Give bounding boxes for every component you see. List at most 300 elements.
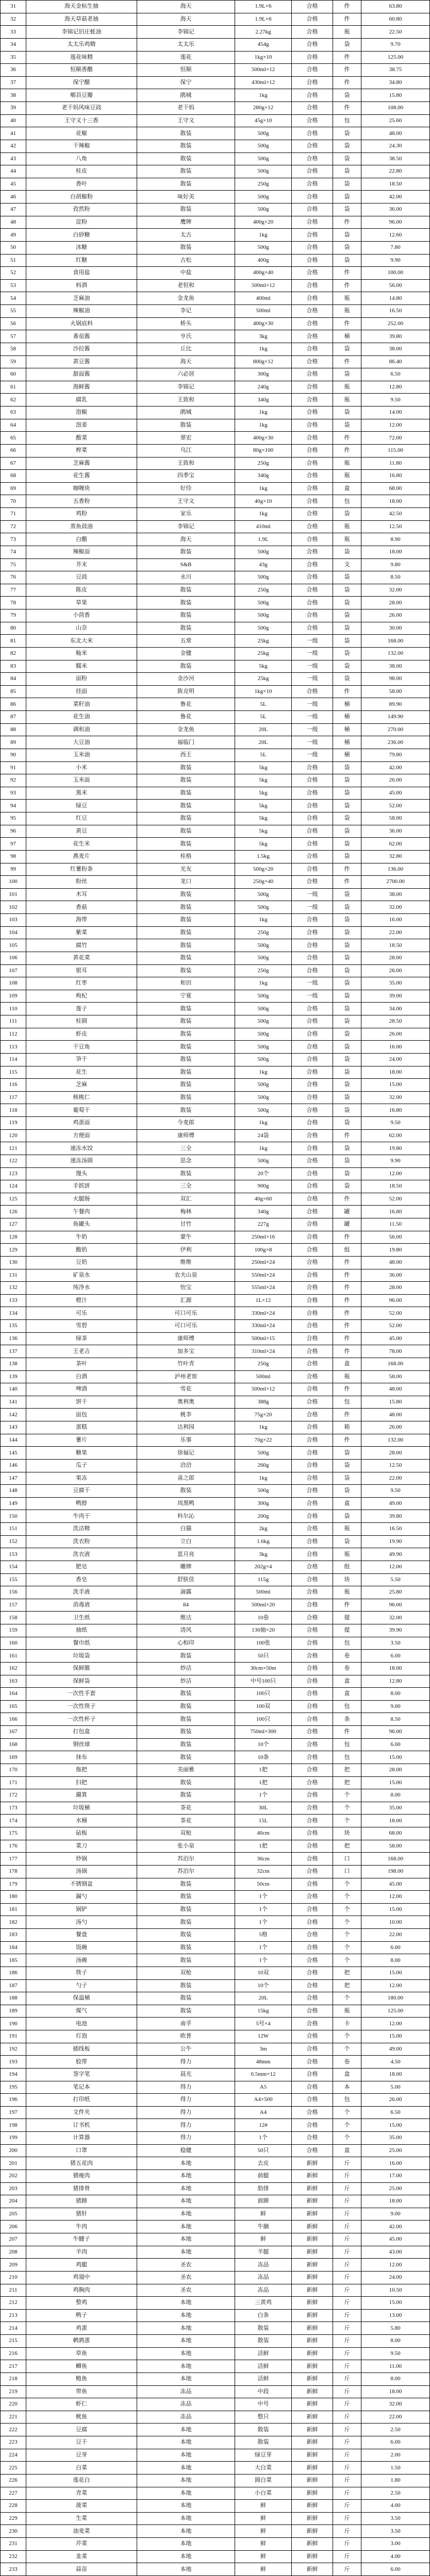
table-row (0, 851, 430, 863)
grade-cell: 合格 (292, 1472, 333, 1485)
spec-cell: 1.9L×6 (235, 13, 292, 26)
grade-cell: 合格 (292, 939, 333, 952)
spec-cell: 1kg (235, 914, 292, 926)
grade-cell: 合格 (292, 2005, 333, 2018)
item-name-cell: 料酒 (26, 280, 137, 292)
spec-cell: 肋排 (235, 2183, 292, 2195)
grade-cell: 合格 (292, 1878, 333, 1891)
spec-cell: 3m (235, 2043, 292, 2056)
grade-cell: 合格 (292, 1015, 333, 1028)
grade-cell: 新鲜 (292, 2551, 333, 2563)
brand-cell: 西王 (137, 749, 235, 761)
grade-cell: 合格 (292, 1840, 333, 1853)
unit-cell: 斤 (333, 2398, 361, 2411)
row-number-cell: 136 (1, 1333, 26, 1345)
brand-cell: 散装 (137, 1092, 235, 1104)
item-name-cell: 调和油 (26, 724, 137, 736)
grade-cell: 合格 (292, 115, 333, 127)
row-number-cell: 33 (1, 26, 26, 38)
unit-cell: 提 (333, 1624, 361, 1637)
price-cell: 2.50 (361, 2424, 430, 2436)
item-name-cell: 八角 (26, 153, 137, 165)
item-name-cell: 鸡腿 (26, 2259, 137, 2271)
price-cell: 22.00 (361, 2411, 430, 2424)
spec-cell: 500g (235, 1447, 292, 1459)
table-row (0, 356, 430, 369)
unit-cell: 袋 (333, 762, 361, 774)
brand-cell: 散装 (137, 1739, 235, 1751)
item-name-cell: 矿泉水 (26, 1269, 137, 1282)
price-cell: 3.50 (361, 2525, 430, 2537)
row-number-cell: 217 (1, 2360, 26, 2372)
brand-cell: 本地 (137, 2551, 235, 2563)
item-name-cell: 洗衣液 (26, 1548, 137, 1561)
price-cell: 32.00 (361, 2398, 430, 2411)
unit-cell: 斤 (333, 2157, 361, 2170)
row-number-cell: 77 (1, 584, 26, 597)
row-number-cell: 182 (1, 1916, 26, 1928)
unit-cell: 把 (333, 1967, 361, 1979)
brand-cell: 散装 (137, 1028, 235, 1041)
grade-cell: 合格 (292, 1168, 333, 1180)
unit-cell: 袋 (333, 343, 361, 355)
table-row (0, 1231, 430, 1244)
table-row (0, 1650, 430, 1663)
grade-cell: 合格 (292, 1891, 333, 1903)
grade-cell: 新鲜 (292, 2436, 333, 2449)
brand-cell: 光友 (137, 863, 235, 876)
spec-cell: 5kg (235, 762, 292, 774)
grade-cell: 合格 (292, 1180, 333, 1193)
unit-cell: 袋 (333, 89, 361, 101)
item-name-cell: 泡椒 (26, 406, 137, 419)
table-row (0, 990, 430, 1003)
unit-cell: 瓶 (333, 1548, 361, 1561)
price-cell: 58.00 (361, 1840, 430, 1853)
price-cell: 22.80 (361, 165, 430, 178)
price-cell: 1.80 (361, 2475, 430, 2487)
price-cell: 12.80 (361, 1675, 430, 1688)
row-number-cell: 65 (1, 432, 26, 444)
spec-cell: 1kg (235, 343, 292, 355)
grade-cell: 一级 (292, 635, 333, 647)
brand-cell: 本地 (137, 2373, 235, 2385)
item-name-cell: 糖果 (26, 1447, 137, 1459)
grade-cell: 合格 (292, 508, 333, 520)
item-name-cell: 莲花味精 (26, 52, 137, 64)
table-row (0, 927, 430, 940)
item-name-cell: 花生米 (26, 838, 137, 850)
spec-cell: 555ml×24 (235, 1282, 292, 1294)
row-number-cell: 131 (1, 1269, 26, 1282)
item-name-cell: 鸡翅中 (26, 2272, 137, 2284)
brand-cell: 六必居 (137, 368, 235, 381)
price-cell: 16.50 (361, 1523, 430, 1535)
row-number-cell: 89 (1, 736, 26, 749)
brand-cell: 晨光 (137, 2069, 235, 2081)
table-row (0, 2462, 430, 2475)
unit-cell: 件 (333, 1282, 361, 1294)
grade-cell: 合格 (292, 546, 333, 558)
item-name-cell: 打包盒 (26, 1726, 137, 1738)
spec-cell: 50只 (235, 1650, 292, 1662)
item-name-cell: 鸭子 (26, 2310, 137, 2322)
item-name-cell: 菠菜 (26, 2500, 137, 2512)
price-cell: 72.00 (361, 432, 430, 444)
item-name-cell: 辣椒面 (26, 546, 137, 558)
table-row (0, 609, 430, 622)
brand-cell: 科尔沁 (137, 1510, 235, 1522)
brand-cell: 得力 (137, 2107, 235, 2119)
brand-cell: 本地 (137, 2297, 235, 2309)
grade-cell: 合格 (292, 965, 333, 977)
brand-cell: 金龙鱼 (137, 292, 235, 304)
price-cell: 28.00 (361, 1282, 430, 1294)
grade-cell: 合格 (292, 2107, 333, 2119)
row-number-cell: 87 (1, 711, 26, 723)
brand-cell: 冻品 (137, 2411, 235, 2424)
spec-cell: 5kg (235, 825, 292, 838)
brand-cell: 散装 (137, 1980, 235, 1992)
unit-cell: 袋 (333, 648, 361, 660)
row-number-cell: 96 (1, 825, 26, 838)
grade-cell: 合格 (292, 1079, 333, 1091)
unit-cell: 袋 (333, 774, 361, 787)
brand-cell: 散装 (137, 1015, 235, 1028)
table-row (0, 1675, 430, 1688)
grade-cell: 新鲜 (292, 2500, 333, 2512)
spec-cell: 整只 (235, 2411, 292, 2424)
item-name-cell: 生菜 (26, 2513, 137, 2525)
table-row (0, 2513, 430, 2526)
item-name-cell: 鲢鱼 (26, 2373, 137, 2385)
unit-cell: 斤 (333, 2208, 361, 2221)
item-name-cell: 勺子 (26, 1980, 137, 1992)
brand-cell: 本地 (137, 2462, 235, 2474)
table-row (0, 939, 430, 952)
unit-cell: 袋 (333, 242, 361, 254)
brand-cell: 散装 (137, 1041, 235, 1053)
item-name-cell: 菜刀 (26, 1840, 137, 1853)
unit-cell: 个 (333, 2107, 361, 2119)
row-number-cell: 189 (1, 2005, 26, 2018)
grade-cell: 新鲜 (292, 2335, 333, 2347)
grade-cell: 合格 (292, 2030, 333, 2043)
unit-cell: 袋 (333, 914, 361, 926)
item-name-cell: 保宁醋 (26, 77, 137, 89)
row-number-cell: 81 (1, 635, 26, 647)
brand-cell: 散装 (137, 787, 235, 800)
unit-cell: 桶 (333, 724, 361, 736)
table-row (0, 2233, 430, 2246)
row-number-cell: 86 (1, 698, 26, 710)
price-cell: 22.00 (361, 1472, 430, 1485)
row-number-cell: 178 (1, 1866, 26, 1878)
item-name-cell: 海带 (26, 914, 137, 926)
spec-cell: 500ml×15 (235, 1333, 292, 1345)
table-row (0, 1079, 430, 1092)
unit-cell: 件 (333, 13, 361, 26)
spec-cell: 550ml×24 (235, 1269, 292, 1282)
unit-cell: 袋 (333, 1104, 361, 1116)
row-number-cell: 63 (1, 406, 26, 419)
item-name-cell: 鸡胸肉 (26, 2284, 137, 2297)
row-number-cell: 111 (1, 1015, 26, 1028)
unit-cell: 袋 (333, 39, 361, 51)
spec-cell: 260g (235, 1460, 292, 1472)
item-name-cell: 灯泡 (26, 2030, 137, 2043)
spec-cell: 36cm (235, 1853, 292, 1865)
price-cell: 15.80 (361, 1396, 430, 1409)
unit-cell: 件 (333, 280, 361, 292)
grade-cell: 新鲜 (292, 2462, 333, 2474)
brand-cell: 清风 (137, 1624, 235, 1637)
item-name-cell: 豆芽 (26, 2449, 137, 2462)
item-name-cell: 香皂 (26, 1574, 137, 1586)
brand-cell: 雕牌 (137, 1561, 235, 1573)
brand-cell: 桥头 (137, 318, 235, 330)
item-name-cell: 干辣椒 (26, 140, 137, 152)
row-number-cell: 126 (1, 1206, 26, 1218)
table-row (0, 571, 430, 584)
table-row (0, 1840, 430, 1853)
table-row (0, 432, 430, 445)
price-cell: 35.00 (361, 2132, 430, 2144)
unit-cell: 袋 (333, 1003, 361, 1015)
unit-cell: 件 (333, 216, 361, 229)
spec-cell: 前蹄 (235, 2195, 292, 2208)
price-cell: 149.90 (361, 711, 430, 723)
brand-cell: 甘竹 (137, 1218, 235, 1231)
price-cell: 115.00 (361, 445, 430, 457)
spec-cell: 1kg (235, 977, 292, 990)
grade-cell: 新鲜 (292, 2221, 333, 2233)
row-number-cell: 197 (1, 2107, 26, 2119)
row-number-cell: 230 (1, 2525, 26, 2537)
brand-cell: 老恒和 (137, 280, 235, 292)
brand-cell: 徐福记 (137, 1447, 235, 1459)
item-name-cell: 干豆角 (26, 1041, 137, 1053)
item-name-cell: 虾皮 (26, 1028, 137, 1041)
unit-cell: 斤 (333, 2386, 361, 2398)
item-name-cell: 冰糖 (26, 242, 137, 254)
brand-cell: 美丽雅 (137, 1764, 235, 1776)
spec-cell: 冻品 (235, 2284, 292, 2297)
item-name-cell: 不锈钢盆 (26, 1878, 137, 1891)
unit-cell: 袋 (333, 1155, 361, 1167)
item-name-cell: 桂圆 (26, 1015, 137, 1028)
brand-cell: 心相印 (137, 1637, 235, 1650)
row-number-cell: 222 (1, 2424, 26, 2436)
item-name-cell: 蒸鱼豉油 (26, 521, 137, 533)
table-row (0, 1218, 430, 1231)
price-cell: 18.00 (361, 1815, 430, 1827)
unit-cell: 盒 (333, 483, 361, 495)
spec-cell: 500g (235, 1104, 292, 1116)
unit-cell: 斤 (333, 2538, 361, 2550)
item-name-cell: 腐乳 (26, 394, 137, 406)
grade-cell: 合格 (292, 495, 333, 507)
unit-cell: 袋 (333, 660, 361, 673)
item-name-cell: 红豆 (26, 812, 137, 825)
unit-cell: 包 (333, 1751, 361, 1764)
table-row (0, 2500, 430, 2513)
table-row (0, 52, 430, 64)
unit-cell: 袋 (333, 1015, 361, 1028)
price-cell: 25.00 (361, 2145, 430, 2157)
spec-cell: 330ml×24 (235, 1307, 292, 1319)
item-name-cell: 纯净水 (26, 1282, 137, 1294)
brand-cell: 散装 (137, 1904, 235, 1916)
brand-cell: 散装 (137, 140, 235, 152)
price-cell: 39.80 (361, 1510, 430, 1522)
spec-cell: 500g (235, 1054, 292, 1066)
price-cell: 9.50 (361, 394, 430, 406)
grade-cell: 合格 (292, 77, 333, 89)
row-number-cell: 41 (1, 127, 26, 140)
unit-cell: 块 (333, 1827, 361, 1840)
row-number-cell: 223 (1, 2436, 26, 2449)
spec-cell: 散装 (235, 2424, 292, 2436)
table-row (0, 2373, 430, 2386)
item-name-cell: 火腿肠 (26, 1193, 137, 1206)
spec-cell: 45g×10 (235, 115, 292, 127)
unit-cell: 个 (333, 2043, 361, 2056)
unit-cell: 条 (333, 1713, 361, 1725)
grade-cell: 合格 (292, 1295, 333, 1307)
row-number-cell: 146 (1, 1460, 26, 1472)
grade-cell: 合格 (292, 1751, 333, 1764)
price-cell: 25.60 (361, 115, 430, 127)
unit-cell: 盒 (333, 1498, 361, 1510)
brand-cell: 维达 (137, 1612, 235, 1624)
row-number-cell: 122 (1, 1155, 26, 1167)
row-number-cell: 193 (1, 2056, 26, 2068)
price-cell: 32.80 (361, 851, 430, 863)
table-row (0, 1663, 430, 1675)
grade-cell: 一级 (292, 724, 333, 736)
price-cell: 3.00 (361, 2538, 430, 2550)
price-cell: 2.00 (361, 2449, 430, 2462)
unit-cell: 袋 (333, 140, 361, 152)
spec-cell: 500ml×12 (235, 280, 292, 292)
unit-cell: 斤 (333, 2195, 361, 2208)
price-cell: 96.00 (361, 1599, 430, 1612)
price-cell: 9.50 (361, 1117, 430, 1129)
brand-cell: S&B (137, 559, 235, 571)
grade-cell: 合格 (292, 1421, 333, 1434)
brand-cell: 散装 (137, 812, 235, 825)
row-number-cell: 191 (1, 2030, 26, 2043)
table-row (0, 635, 430, 648)
brand-cell: 冻品 (137, 2398, 235, 2411)
price-cell: 15.00 (361, 2297, 430, 2309)
item-name-cell: 蒜苗 (26, 2563, 137, 2575)
item-name-cell: 淀粉 (26, 216, 137, 229)
item-name-cell: 洗洁精 (26, 1523, 137, 1535)
brand-cell: 伊利 (137, 1244, 235, 1256)
unit-cell: 件 (333, 1383, 361, 1396)
price-cell: 132.00 (361, 648, 430, 660)
item-name-cell: 笔记本 (26, 2081, 137, 2094)
row-number-cell: 224 (1, 2449, 26, 2462)
price-cell: 18.00 (361, 495, 430, 507)
grade-cell: 合格 (292, 2069, 333, 2081)
grade-cell: 合格 (292, 1371, 333, 1383)
item-name-cell: 鸡粉 (26, 508, 137, 520)
spec-cell: 鲜 (235, 2233, 292, 2246)
brand-cell: 公牛 (137, 2043, 235, 2056)
grade-cell: 合格 (292, 89, 333, 101)
table-row (0, 673, 430, 686)
spec-cell: 250g (235, 927, 292, 939)
brand-cell: 可口可乐 (137, 1307, 235, 1319)
table-row (0, 2119, 430, 2132)
item-name-cell: 小茴香 (26, 609, 137, 622)
unit-cell: 个 (333, 1789, 361, 1802)
item-name-cell: 小米 (26, 762, 137, 774)
row-number-cell: 232 (1, 2551, 26, 2563)
spec-cell: 50只 (235, 2145, 292, 2157)
grade-cell: 合格 (292, 1980, 333, 1992)
table-row (0, 1891, 430, 1904)
row-number-cell: 75 (1, 559, 26, 571)
item-name-cell: 漏勺 (26, 1891, 137, 1903)
brand-cell: 圣农 (137, 2284, 235, 2297)
price-cell: 63.80 (361, 1, 430, 13)
brand-cell: 本地 (137, 2322, 235, 2334)
item-name-cell: 燕麦片 (26, 851, 137, 863)
brand-cell: 李记 (137, 305, 235, 317)
row-number-cell: 61 (1, 381, 26, 394)
brand-cell: 散装 (137, 2005, 235, 2018)
brand-cell: 苏泊尔 (137, 1866, 235, 1878)
brand-cell: 散装 (137, 242, 235, 254)
table-row (0, 1015, 430, 1028)
brand-cell: 永川 (137, 571, 235, 584)
table-row (0, 1117, 430, 1130)
spec-cell: 10个 (235, 1980, 292, 1992)
spec-cell: 40g×10 (235, 495, 292, 507)
brand-cell: 散装 (137, 1168, 235, 1180)
table-row (0, 2475, 430, 2487)
item-name-cell: 垃圾桶 (26, 1802, 137, 1815)
spec-cell: 30cm×50m (235, 1663, 292, 1675)
grade-cell: 新鲜 (292, 2424, 333, 2436)
spec-cell: 1kg (235, 1142, 292, 1155)
unit-cell: 把 (333, 1764, 361, 1776)
table-row (0, 102, 430, 115)
grade-cell: 合格 (292, 229, 333, 241)
table-row (0, 343, 430, 356)
brand-cell: 乐事 (137, 1434, 235, 1447)
table-row (0, 1307, 430, 1320)
unit-cell: 袋 (333, 1079, 361, 1091)
grade-cell: 合格 (292, 1104, 333, 1116)
brand-cell: 太太乐 (137, 39, 235, 51)
grade-cell: 合格 (292, 140, 333, 152)
table-row (0, 1878, 430, 1891)
spec-cell: 500g (235, 1003, 292, 1015)
table-row (0, 1460, 430, 1472)
grade-cell: 合格 (292, 1066, 333, 1079)
unit-cell: 瓶 (333, 1523, 361, 1535)
row-number-cell: 72 (1, 521, 26, 533)
spec-cell: 1kg (235, 229, 292, 241)
unit-cell: 袋 (333, 1028, 361, 1041)
spec-cell: 500ml×12 (235, 64, 292, 76)
table-row (0, 2030, 430, 2043)
